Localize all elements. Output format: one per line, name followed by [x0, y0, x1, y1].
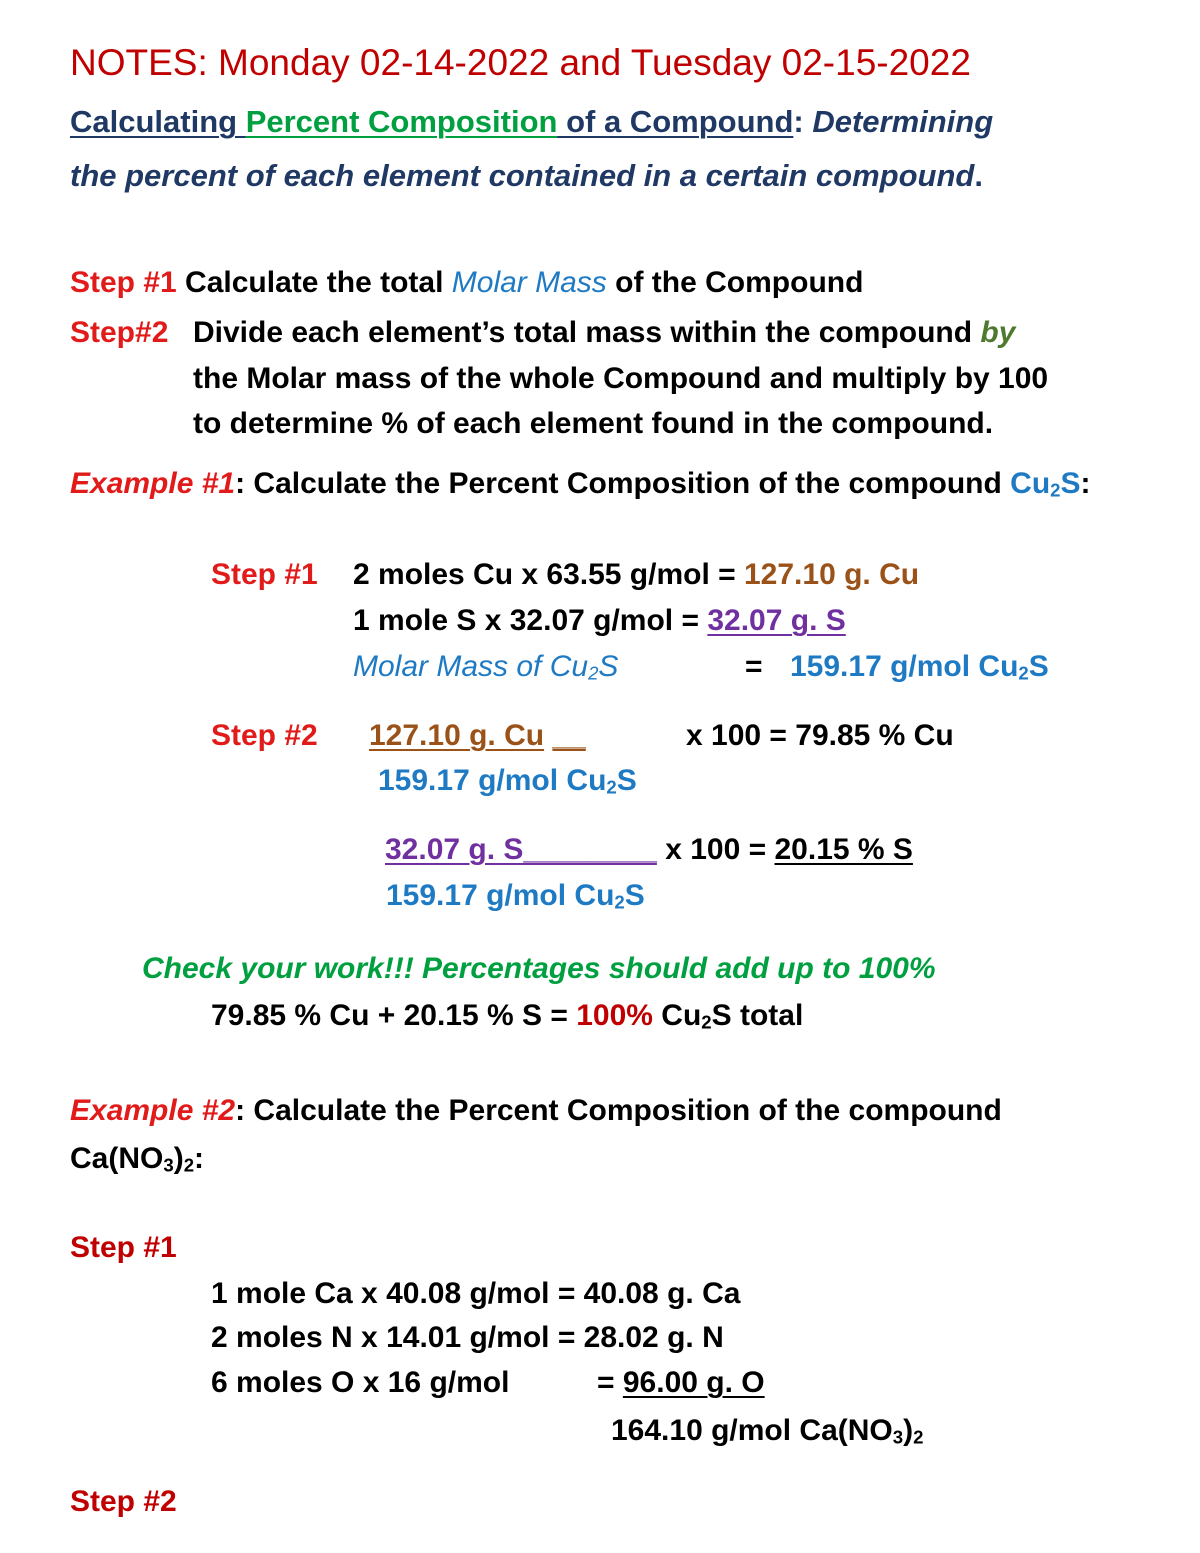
- example-1-colon: :: [1080, 467, 1091, 500]
- check-total: 100%: [576, 999, 653, 1032]
- step-1-instruction: [70, 268, 863, 298]
- topic-heading: [70, 106, 993, 137]
- cu-mass-calc: 2 moles Cu x 63.55 g/mol =: [353, 558, 744, 591]
- fraction-2-numerator-row: [385, 835, 913, 865]
- molar-mass-label: Molar Mass of $Cu_2S$: [353, 650, 619, 684]
- page-title: NOTES: Monday 02-14-2022 and Tuesday 02-15-2022: [70, 42, 971, 83]
- fraction-1-result: x 100 = 79.85 % Cu: [686, 719, 954, 752]
- example-1-text: : Calculate the Percent Composition of the compound: [235, 467, 1011, 500]
- step-1-text-a: Calculate the total: [176, 266, 452, 299]
- molar-mass-value: 159.17 g/mol $Cu_2S$: [790, 650, 1049, 684]
- molar-mass-equals: =: [745, 650, 763, 683]
- fraction-2-denominator: 159.17 g/mol $Cu_2S$: [386, 879, 645, 913]
- definition-line: [70, 160, 983, 191]
- fraction-2-numerator: 32.07 g. S________: [385, 833, 657, 866]
- example-2-step-2-label: Step #2: [70, 1485, 177, 1518]
- fraction-2-result: 20.15 % S: [774, 833, 913, 866]
- check-sum: 79.85 % Cu + 20.15 % S = 100% $Cu_2S$ total: [211, 999, 804, 1033]
- cu-mass-row: [353, 560, 919, 590]
- example-2-molar-mass-total: 164.10 g/mol $Ca(NO_3)_2$: [611, 1414, 924, 1448]
- o-mass-result-row: = 96.00 g. O: [597, 1366, 765, 1399]
- example-1-formula: $Cu_2S$: [1010, 467, 1081, 501]
- example-1-heading: [70, 469, 1091, 499]
- s-mass-result: 32.07 g. S: [707, 604, 846, 637]
- definition-period: .: [974, 158, 983, 193]
- o-mass-calc: 6 moles O x 16 g/mol: [211, 1366, 510, 1399]
- example-2-text: : Calculate the Percent Composition of the compound: [235, 1094, 1002, 1127]
- topic-part-3: of a Compound: [557, 104, 794, 139]
- topic-part-1: Calculating: [70, 104, 246, 139]
- example-2-step-1-label: Step #1: [70, 1231, 177, 1264]
- s-mass-calc: 1 mole S x 32.07 g/mol =: [353, 604, 708, 637]
- check-heading: Check your work!!! Percentages should add up to 100%: [142, 952, 936, 985]
- example-1-step-2-label: Step #2: [211, 719, 318, 752]
- step-2-line-2: the Molar mass of the whole Compound and multiply by 100: [193, 362, 1049, 395]
- s-mass-row: [353, 606, 846, 636]
- definition-text: the percent of each element contained in a certain compound: [70, 158, 975, 193]
- step-2-by: by: [980, 316, 1016, 349]
- example-2-heading: [70, 1096, 1002, 1126]
- example-1-step-1-label: Step #1: [211, 558, 318, 591]
- fraction-2-mult: x 100 =: [656, 833, 775, 866]
- step-2-text-a: Divide each element’s total mass within the compound: [193, 316, 981, 349]
- step-1-molar-mass: Molar Mass: [451, 266, 607, 299]
- definition-start: Determining: [812, 104, 994, 139]
- topic-part-2: Percent Composition: [245, 104, 558, 139]
- n-mass-row: 2 moles N x 14.01 g/mol = 28.02 g. N: [211, 1321, 724, 1354]
- cu-mass-result: 127.10 g. Cu: [744, 558, 920, 591]
- example-1-label: Example #1: [70, 467, 236, 500]
- example-2-label: Example #2: [70, 1094, 236, 1127]
- step-1-text-b: of the Compound: [606, 266, 864, 299]
- fraction-1-denominator: 159.17 g/mol $Cu_2S$: [378, 764, 637, 798]
- step-2-line-3: to determine % of each element found in the compound.: [193, 407, 994, 440]
- fraction-1-numerator: [369, 721, 586, 751]
- step-1-label: Step #1: [70, 266, 177, 299]
- step-2-label: Step#2: [70, 316, 169, 349]
- example-2-formula: $Ca(NO_3)_2$:: [70, 1142, 205, 1176]
- topic-colon: :: [793, 104, 813, 139]
- fraction-1-num-value: 127.10 g. Cu: [369, 719, 545, 752]
- o-mass-result: 96.00 g. O: [622, 1366, 765, 1399]
- ca-mass-row: 1 mole Ca x 40.08 g/mol = 40.08 g. Ca: [211, 1277, 741, 1310]
- fraction-1-blank: __: [552, 719, 586, 752]
- step-2-line-1: [193, 318, 1015, 348]
